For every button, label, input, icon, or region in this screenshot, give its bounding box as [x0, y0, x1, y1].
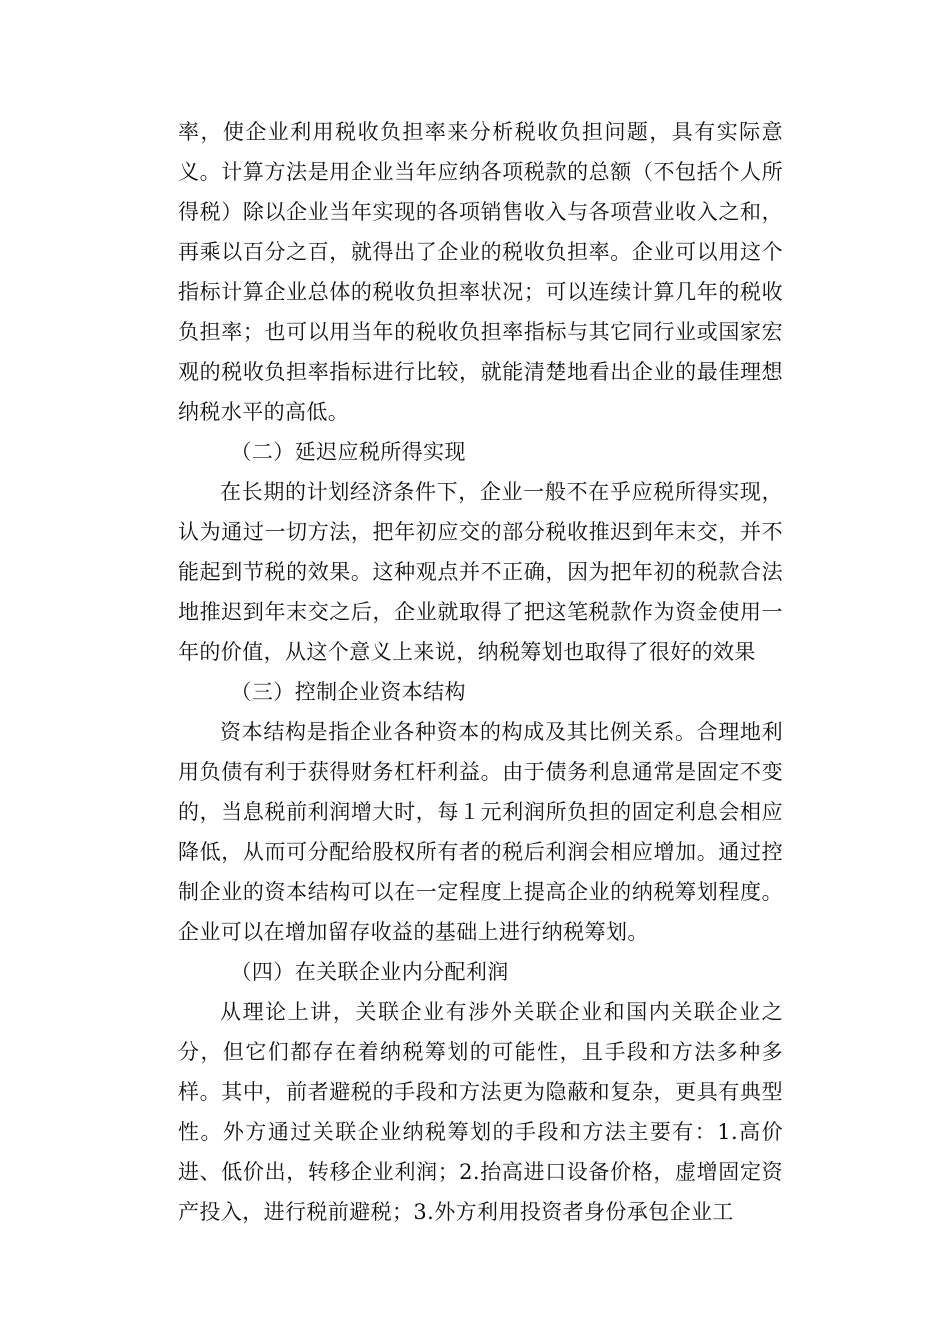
- heading-related-enterprise-profit: （四）在关联企业内分配利润: [230, 960, 509, 984]
- document-body: [178, 112, 783, 1232]
- heading-capital-structure: （三）控制企业资本结构: [230, 680, 466, 704]
- paragraph-related-enterprise-profit: 从理论上讲，关联企业有涉外关联企业和国内关联企业之分，但它们都存在着纳税筹划的可能性，且手段和方法多种多样。其中，前者避税的手段和方法更为隐蔽和复杂，更具有典型性。外方通过关联企业纳税筹划的手段和方法主要有：1.高价进、低价出，转移企业利润；2.抬高进口设备价格，虚增固定资产投入，进行税前避税；3.外方利用投资者身份承包企业工: [178, 1000, 783, 1224]
- paragraph-tax-burden-rate: 率，使企业利用税收负担率来分析税收负担问题，具有实际意义。计算方法是用企业当年应纳各项税款的总额（不包括个人所得税）除以企业当年实现的各项销售收入与各项营业收入之和，再乘以百分之百，就得出了企业的税收负担率。企业可以用这个指标计算企业总体的税收负担率状况；可以连续计算几年的税收负担率；也可以用当年的税收负担率指标与其它同行业或国家宏观的税收负担率指标进行比较，就能清楚地看出企业的最佳理想纳税水平的高低。: [178, 120, 783, 424]
- paragraph-capital-structure: 资本结构是指企业各种资本的构成及其比例关系。合理地利用负债有利于获得财务杠杆利益。由于债务利息通常是固定不变的，当息税前利润增大时，每１元利润所负担的固定利息会相应降低，从而可分配给股权所有者的税后利润会相应增加。通过控制企业的资本结构可以在一定程度上提高企业的纳税筹划程度。企业可以在增加留存收益的基础上进行纳税筹划。: [178, 720, 783, 944]
- heading-deferred-taxable-income: （二）延迟应税所得实现: [230, 440, 466, 464]
- paragraph-deferred-taxable-income: 在长期的计划经济条件下，企业一般不在乎应税所得实现，认为通过一切方法，把年初应交的部分税收推迟到年末交，并不能起到节税的效果。这种观点并不正确，因为把年初的税款合法地推迟到年末交之后，企业就取得了把这笔税款作为资金使用一年的价值，从这个意义上来说，纳税筹划也取得了很好的效果: [178, 480, 783, 664]
